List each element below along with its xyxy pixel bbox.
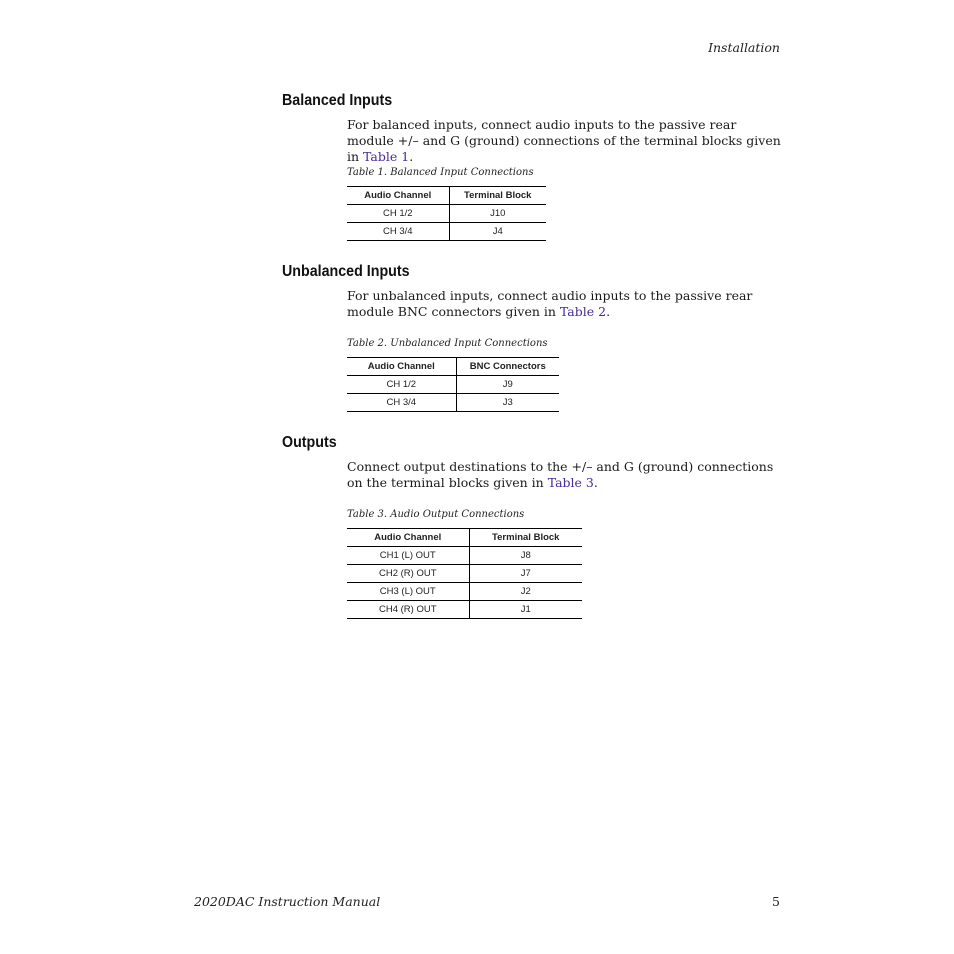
paragraph-text: For balanced inputs, connect audio inputs to the passive rear module +/– and G (ground) connections of the terminal blocks given in [347, 117, 781, 164]
table-3-caption: Table 3. Audio Output Connections [347, 509, 525, 520]
table-header-row [347, 529, 582, 547]
table-cell: CH 1/2 [347, 376, 456, 394]
paragraph-text-end: . [593, 475, 598, 490]
table-cell: J7 [469, 565, 582, 583]
unbalanced-input-table [347, 357, 559, 412]
column-header: Terminal Block [469, 529, 582, 547]
table-cell: CH2 (R) OUT [347, 565, 469, 583]
table-cell: J9 [456, 376, 559, 394]
outputs-heading: Outputs [282, 434, 337, 451]
table-cell: J2 [469, 583, 582, 601]
table-cell: CH4 (R) OUT [347, 601, 469, 619]
column-header: Audio Channel [347, 187, 449, 205]
table-header-row [347, 358, 559, 376]
table-row [347, 394, 559, 412]
table-cell: J3 [456, 394, 559, 412]
table-cell: J4 [449, 223, 546, 241]
table-2-caption: Table 2. Unbalanced Input Connections [347, 338, 548, 349]
balanced-input-table [347, 186, 546, 241]
column-header: Audio Channel [347, 529, 469, 547]
table-row [347, 565, 582, 583]
paragraph-text: Connect output destinations to the +/– and G (ground) connections on the terminal blocks given in [347, 459, 774, 490]
column-header: Terminal Block [449, 187, 546, 205]
table-3-link[interactable]: Table 3 [547, 475, 594, 490]
outputs-paragraph [347, 459, 787, 491]
table-cell: J10 [449, 205, 546, 223]
running-header: Installation [708, 40, 780, 55]
unbalanced-inputs-paragraph [347, 288, 787, 320]
unbalanced-inputs-heading: Unbalanced Inputs [282, 263, 410, 280]
table-row [347, 601, 582, 619]
paragraph-text-end: . [409, 149, 414, 164]
paragraph-text-end: . [606, 304, 611, 319]
page-number: 5 [772, 894, 780, 909]
table-1-caption: Table 1. Balanced Input Connections [347, 167, 534, 178]
table-cell: CH 3/4 [347, 223, 449, 241]
table-cell: CH1 (L) OUT [347, 547, 469, 565]
table-cell: CH3 (L) OUT [347, 583, 469, 601]
table-2-link[interactable]: Table 2 [559, 304, 607, 319]
balanced-inputs-heading: Balanced Inputs [282, 92, 393, 109]
table-1-link[interactable]: Table 1 [363, 149, 410, 164]
audio-output-table [347, 528, 582, 619]
table-header-row [347, 187, 546, 205]
footer-manual-title: 2020DAC Instruction Manual [194, 894, 381, 909]
table-cell: J8 [469, 547, 582, 565]
balanced-inputs-paragraph [347, 117, 787, 165]
paragraph-text: For unbalanced inputs, connect audio inputs to the passive rear module BNC connectors given in [347, 288, 753, 319]
table-row [347, 547, 582, 565]
table-row [347, 223, 546, 241]
table-row [347, 583, 582, 601]
table-row [347, 376, 559, 394]
table-cell: CH 3/4 [347, 394, 456, 412]
table-cell: CH 1/2 [347, 205, 449, 223]
table-cell: J1 [469, 601, 582, 619]
column-header: BNC Connectors [456, 358, 559, 376]
column-header: Audio Channel [347, 358, 456, 376]
table-row [347, 205, 546, 223]
